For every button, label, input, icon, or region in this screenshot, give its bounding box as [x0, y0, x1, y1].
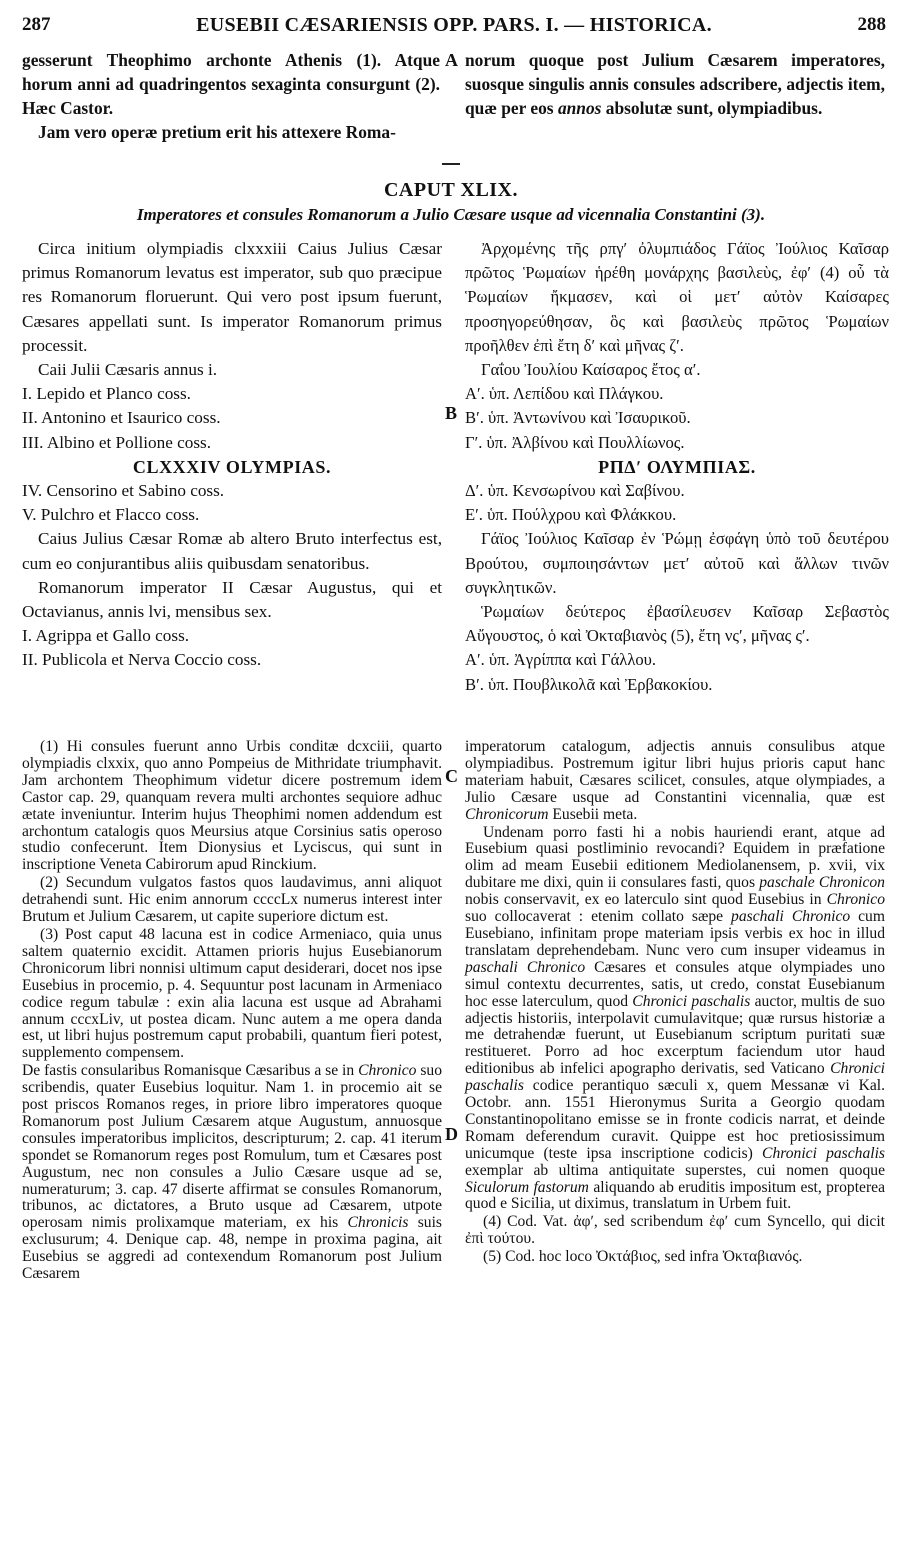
italic-run: Chronico — [826, 891, 885, 909]
top-left-paragraph-2: Jam vero operæ pretium erit his attexere Roma- — [38, 122, 396, 142]
italic-run: annos — [557, 98, 602, 118]
chronicle-latin-column — [22, 237, 442, 673]
text-run: suis exclusurum; 4. Denique cap. 48, nempe in proxima pagina, ait Eusebius se aggredi ad contexendum Romanorum post Julium Cæsarem — [22, 1214, 442, 1283]
italic-run: Chronici paschalis — [632, 992, 751, 1010]
text-run: aliquando ab eruditis impositum est, propterea quod e Sicilia, ut diximus, translatum in Urbem fuit. — [465, 1178, 885, 1213]
chapter-subtitle: Imperatores et consules Romanorum a Julio Cæsare usque ad vicennalia Constantini (3). — [136, 205, 766, 224]
text-run: imperatorum catalogum, adjectis annuis consulibus atque olympiadibus. Postremum igitur libri hujus prioris caput hanc materiam habuit, Cæsares scilicet, consules, atque olympiades, a Julio Cæsare usque ad Constantini vicennalia, quæ est — [465, 738, 885, 806]
section-divider — [442, 163, 460, 165]
page-number-left: 287 — [22, 14, 51, 35]
latin-consuls-line: IV. Censorino et Sabino coss. — [22, 481, 225, 501]
text-run: Eusebii meta. — [548, 805, 638, 823]
text-run: suo scribendis, quater Eusebius loquitur. Nam 1. in procemio ait se post priscos Romanos reges, in priore libro imperatores quoque Romanorum post Julium Cæsarem atque Augustum, annuosque consules imperatoribus implicitos, descripturum; 2. cap. 41 iterum spondet se Romanorum reges post Romulum, tum et Cæsares post Augustum, nec non consules a Julio Cæsare usque ad se, numeraturum; 3. cap. 47 diserte affirmat se consules Romanorum, tribunos, ac dictatores, a Bruto usque ad Cæsarem, utpote operosam nimis prolixamque materiam, ex his — [22, 1062, 442, 1232]
notes-right-paragraph-2 — [465, 825, 885, 1214]
notes-right-paragraph-1 — [465, 739, 885, 824]
greek-year-line: Γαΐου Ἰουλίου Καίσαρος ἔτος αʹ. — [481, 360, 701, 380]
page-header — [22, 14, 886, 44]
greek-olympiad-heading: ΡΠΔʹ ΟΛΥΜΠΙΑΣ. — [598, 456, 756, 477]
text-run: cum Eusebiano, infinitam prope materiam ipsis verbis ex hoc in illud translatam deprehendebam. Nunc vero cum insuper videamus in — [465, 908, 885, 959]
latin-consuls-line: V. Pulchro et Flacco coss. — [22, 505, 200, 525]
text-run: norum quoque post Julium Cæsarem imperatores, suosque singulis annis consules adscribere, adjectis item, quæ per eos — [465, 50, 885, 118]
italic-run: paschali Chronico — [465, 958, 586, 976]
greek-consuls-line: Εʹ. ὑπ. Πούλχρου καὶ Φλάκκου. — [465, 505, 677, 525]
greek-consuls-line: Δʹ. ὑπ. Κενσωρίνου καὶ Σαβίνου. — [465, 481, 685, 501]
text-run: Cæsares et consules atque olympiades uno simul contextu decurrentes, satis, ut credo, constat Eusebianum hoc esse laterculum, quod — [465, 958, 885, 1010]
greek-caesar-paragraph: Γάϊος Ἰούλιος Καῖσαρ ἐν Ῥώμῃ ἐσφάγη ὑπὸ τοῦ δευτέρου Βρούτου, συμποιησάντων μετʹ αὐτοῦ καὶ ἄλλων τινῶν συγκλητικῶν. — [465, 529, 889, 597]
margin-letter-d: D — [445, 1124, 458, 1144]
latin-year-line: Caii Julii Cæsaris annus i. — [38, 360, 218, 380]
text-run: auctor, multis de suo adjectis historiis, interpolavit cumulavitque; quæ rursus historiæ a me detrahendæ fuerunt, ut Eusebianum scriptum puritati suæ restitueret. Porro ad hoc excerptum faciendum utor haud editionibus ab infelici apographo derivatis, sed Vaticano — [465, 992, 885, 1078]
italic-run: paschale Chronicon — [759, 874, 885, 892]
footnote-3: (3) Post caput 48 lacuna est in codice Armeniaco, quia unus saltem quaternio excidit. Attamen prioris hujus Eusebianorum Chronicorum libri nonnisi ultimum caput desiderari, docet nos ipse Eusebius in procemio, p. 4. Sequuntur post lacunam in Armeniaco codice regum tabulæ : exin alia lacuna est usque ad Abrahami annum cccxLiv, ut postea dicam. Nunc autem a me opera danda est, ut libri hujus postremum caput probabili, quantum fieri potest, supplemento compensem. — [22, 925, 442, 1062]
text-run: codice perantiquo sæculi x, quem Messanæ vi Kal. Octobr. ann. 1551 Hieronymus Surita a Georgio quodam Constantinopolitano emisse se in fronte codicis narrat, et deinde Romam deferendum curavit. Quippe est hoc pretiosissimum unicumque (teste ipsa inscriptione codicis) — [465, 1077, 885, 1162]
italic-run: Chronicorum — [465, 805, 549, 823]
margin-letter-b: B — [445, 403, 458, 423]
greek-consuls-line: Αʹ. ὑπ. Ἀγρίππα καὶ Γάλλου. — [465, 650, 657, 670]
italic-run: Chronicis — [347, 1214, 409, 1232]
greek-consuls-line: Βʹ. ὑπ. Ἀντωνίνου καὶ Ἰσαυρικοῦ. — [465, 408, 691, 428]
footnote-4: (4) Cod. Vat. ἀφʹ, sed scribendum ἐφʹ cum Syncello, qui dicit ἐπὶ τούτου. — [465, 1213, 885, 1248]
italic-run: Chronici paschalis — [762, 1144, 885, 1162]
latin-consuls-line: II. Publicola et Nerva Coccio coss. — [22, 650, 262, 670]
top-right-column — [465, 48, 885, 120]
footnote-2: (2) Secundum vulgatos fastos quos laudavimus, anni aliquot detrahendi sunt. Hic enim annorum ccccLx numerus interest inter Brutum et Julium Cæsarem, ut capite superiore dictum est. — [22, 874, 442, 926]
latin-consuls-line: II. Antonino et Isaurico coss. — [22, 408, 221, 428]
top-right-paragraph — [465, 48, 885, 120]
chapter-title: CAPUT XLIX. — [383, 179, 519, 201]
top-left-paragraph-1: gesserunt Theophimo archonte Athenis (1). Atque horum anni ad quadringentos sexaginta consurgunt (2). Hæc Castor. — [22, 50, 440, 118]
notes-right-column — [465, 739, 885, 1266]
latin-caesar-paragraph: Caius Julius Cæsar Romæ ab altero Bruto interfectus est, cum eo conjurantibus aliis quibusdam senatoribus. — [22, 529, 442, 573]
greek-augustus-paragraph: Ῥωμαίων δεύτερος ἐβασίλευσεν Καῖσαρ Σεβαστὸς Αὔγουστος, ὁ καὶ Ὀκταβιανὸς (5), ἔτη νςʹ, μῆνας ςʹ. — [465, 602, 889, 646]
footnote-5: (5) Cod. hoc loco Ὀκτάβιος, sed infra Ὀκταβιανός. — [483, 1248, 803, 1266]
text-run: De fastis consularibus Romanisque Cæsaribus a se in — [22, 1062, 359, 1080]
italic-run: Chronici paschalis — [465, 1060, 885, 1095]
text-run: absolutæ sunt, olympiadibus. — [601, 98, 823, 118]
greek-consuls-line: Γʹ. ὑπ. Ἀλβίνου καὶ Πουλλίωνος. — [465, 432, 685, 452]
latin-consuls-line: III. Albino et Pollione coss. — [22, 432, 212, 452]
greek-intro-paragraph: Ἀρχομένης τῆς ρπγʹ ὀλυμπιάδος Γάϊος Ἰούλιος Καῖσαρ πρῶτος Ῥωμαίων ἡρέθη μονάρχης βασιλεὺς, ἐφʹ (4) οὗ τὰ Ῥωμαίων ἤκμασεν, καὶ οἱ μετʹ αὐτὸν Καίσαρες προσηγορεύθησαν, ὃς καὶ βασιλεὺς πρῶτος Ῥωμαίων προῆλθεν ἐπὶ ἔτη δʹ καὶ μῆνας ζʹ. — [465, 239, 889, 355]
notes-left-column — [22, 739, 442, 1283]
page-number-right: 288 — [857, 14, 886, 35]
italic-run: Chronico — [358, 1062, 417, 1080]
latin-consuls-line: I. Agrippa et Gallo coss. — [22, 626, 190, 646]
chronicle-greek-column — [465, 237, 889, 697]
latin-consuls-line: I. Lepido et Planco coss. — [22, 384, 191, 404]
italic-run: Siculorum fastorum — [465, 1178, 589, 1196]
text-run: suo collocaverat : etenim collato sæpe — [465, 908, 732, 926]
italic-run: paschali Chronico — [731, 908, 851, 926]
margin-letter-c: C — [445, 766, 458, 786]
text-run: Undenam porro fasti hi a nobis hauriendi erant, atque ad Eusebium quasi postliminio revocandi? Equidem in præfatione olim ad meam Eusebii editionem Mediolanensem, p. xvii, vix dubitare me dixi, quin ii consulares fasti, quos — [465, 823, 885, 892]
text-run: exemplar ab ultima antiquitate superstes, cui nomen quoque — [465, 1161, 885, 1179]
top-left-column — [22, 48, 440, 144]
margin-letter-a: A — [445, 50, 458, 70]
latin-augustus-paragraph: Romanorum imperator II Cæsar Augustus, qui et Octavianus, annis lvi, mensibus sex. — [22, 577, 442, 622]
running-title: EUSEBII CÆSARIENSIS OPP. PARS. I. — HISTORICA. — [196, 14, 712, 36]
footnote-1: (1) Hi consules fuerunt anno Urbis conditæ dcxciii, quarto olympiadis clxxix, quo anno Pompeius de Mithridate triumphavit. Jam archontem Theophimum videtur dicere postremum idem Castor cap. 29, quanquam revera multi archontes sequiore adhuc ætate inveniuntur. Interim hujus Theophimi nomen addendum est archontum catalogis quos Meursius atque Corsinius satis operoso studio confecerunt. Item Dionysius et Lyciscus, qui sunt in inscriptione Veneta Cabirorum apud Rinckium. — [22, 738, 442, 874]
text-run: nobis conservavit, ex eo laterculo sint quod Eusebius in — [465, 891, 827, 909]
latin-olympiad-heading: CLXXXIV OLYMPIAS. — [132, 456, 332, 477]
latin-intro-paragraph: Circa initium olympiadis clxxxiii Caius Julius Cæsar primus Romanorum levatus est imperator, sub quo præcipue res Romanorum floruerunt. Qui vero post ipsum fuerunt, Cæsares appellati sunt. Is imperator Romanorum primus processit. — [22, 239, 442, 355]
greek-consuls-line: Αʹ. ὑπ. Λεπίδου καὶ Πλάγκου. — [465, 384, 664, 404]
footnote-3-continuation — [22, 1063, 442, 1283]
greek-consuls-line: Βʹ. ὑπ. Πουβλικολᾶ καὶ Ἐρβακοκίου. — [465, 674, 713, 694]
